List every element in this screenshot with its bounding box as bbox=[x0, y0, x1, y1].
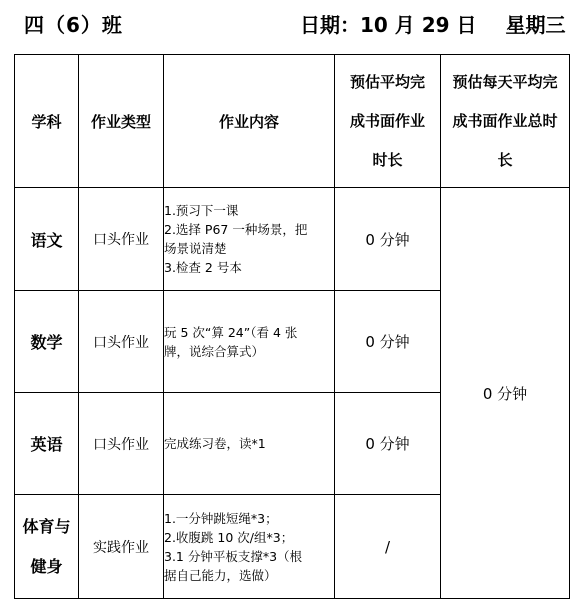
content-line: 2.选择 P67 一种场景，把 bbox=[164, 222, 308, 237]
content-line: 牌，说综合算式） bbox=[164, 343, 265, 359]
table-header-row bbox=[15, 55, 570, 188]
col-header-content: 作业内容 bbox=[164, 55, 335, 188]
col-header-avg-time bbox=[335, 55, 441, 188]
col-header-subject: 学科 bbox=[15, 55, 79, 188]
type-cell: 口头作业 bbox=[79, 393, 164, 495]
content-cell bbox=[164, 495, 335, 599]
content-line: 玩 5 次“算 24”（看 4 张 bbox=[164, 324, 298, 340]
type-cell: 口头作业 bbox=[79, 188, 164, 291]
time-cell: 0 分钟 bbox=[335, 188, 441, 291]
page-header bbox=[0, 0, 584, 52]
content-cell bbox=[164, 393, 335, 495]
content-cell bbox=[164, 188, 335, 291]
col-header-avg-time-line: 预估平均完 bbox=[349, 72, 425, 91]
time-cell: / bbox=[335, 495, 441, 599]
subject-cell: 语文 bbox=[15, 188, 79, 291]
homework-table bbox=[14, 54, 570, 599]
time-cell: 0 分钟 bbox=[335, 291, 441, 393]
weekday-label: 星期三 bbox=[505, 13, 566, 37]
content-line: 据自己能力，选做） bbox=[164, 567, 277, 583]
content-line: 2.收腹跳 10 次/组*3； bbox=[164, 529, 294, 545]
col-header-daily-total-line: 预估每天平均完 bbox=[452, 72, 558, 91]
subject-line: 体育与 bbox=[22, 516, 71, 536]
subject-line: 健身 bbox=[30, 556, 63, 576]
type-cell: 口头作业 bbox=[79, 291, 164, 393]
content-line: 1.预习下一课 bbox=[164, 203, 239, 218]
content-line: 3.检查 2 号本 bbox=[164, 260, 242, 275]
content-line: 完成练习卷，读*1 bbox=[164, 436, 266, 451]
subject-cell: 数学 bbox=[15, 291, 79, 393]
time-cell: 0 分钟 bbox=[335, 393, 441, 495]
daily-total-cell: 0 分钟 bbox=[441, 188, 570, 599]
col-header-daily-total bbox=[441, 55, 570, 188]
subject-cell: 英语 bbox=[15, 393, 79, 495]
col-header-daily-total-line: 成书面作业总时 bbox=[452, 111, 558, 130]
content-line: 3.1 分钟平板支撑*3（根 bbox=[164, 548, 303, 564]
col-header-avg-time-line: 成书面作业 bbox=[349, 111, 425, 130]
class-name: 四（6）班 bbox=[24, 13, 123, 37]
content-line: 场景说清楚 bbox=[164, 241, 227, 256]
col-header-daily-total-line: 长 bbox=[497, 150, 513, 169]
type-cell: 实践作业 bbox=[79, 495, 164, 599]
date-label: 日期：10 月 29 日 bbox=[300, 13, 477, 37]
table-row bbox=[15, 188, 570, 291]
content-line: 1.一分钟跳短绳*3； bbox=[164, 510, 278, 526]
col-header-avg-time-line: 时长 bbox=[372, 150, 403, 169]
subject-cell bbox=[15, 495, 79, 599]
content-cell bbox=[164, 291, 335, 393]
date-line bbox=[300, 9, 566, 38]
col-header-type: 作业类型 bbox=[79, 55, 164, 188]
